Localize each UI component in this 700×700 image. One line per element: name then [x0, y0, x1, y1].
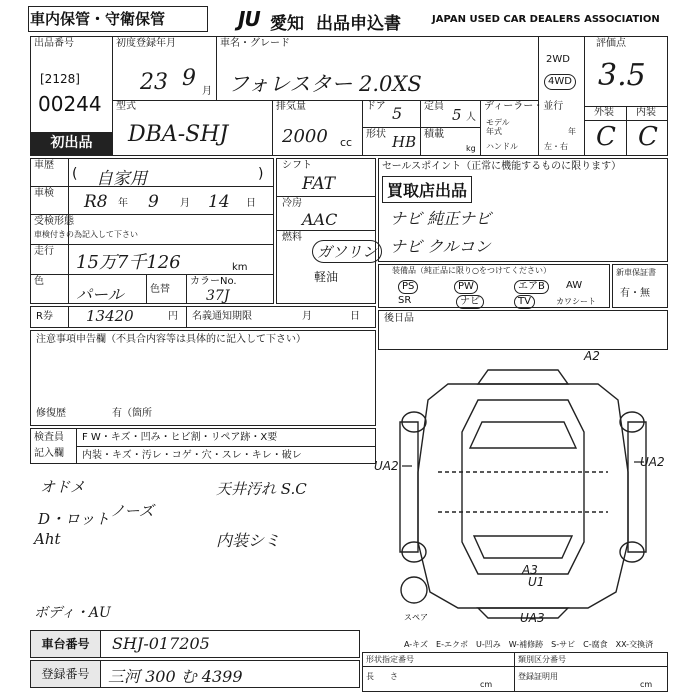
trim-label: カラーNo. — [190, 276, 237, 287]
year-label: 年式 — [486, 127, 502, 136]
storage-box — [28, 6, 208, 32]
first-reg-label: 初度登録年月 — [116, 38, 176, 49]
handwritten-note-2: D・ロット — [38, 510, 110, 528]
capacity-unit: 人 — [466, 112, 476, 123]
notes-label: 注意事項申告欄（不具合内容等は具体的に記入して下さい） — [36, 334, 306, 345]
mileage-unit: km — [232, 262, 248, 273]
equip-ps: PS — [398, 280, 418, 294]
codes-row-1: F W・キズ・凹み・ヒビ割・リペア跡・X要 — [82, 432, 278, 443]
shape-label: 形状 — [366, 129, 386, 140]
first-reg-month-unit: 月 — [202, 86, 212, 97]
lot-code: [2128] — [40, 72, 80, 86]
damage-legend: A-キズ E-エクボ U-凹み W-補修跡 S-サビ C-腐食 XX-交換済 — [404, 640, 654, 649]
mileage-label: 走行 — [34, 246, 54, 257]
inspection-form-note: 車検付きの為記入して下さい — [34, 230, 138, 239]
inspector-label-2: 記入欄 — [34, 448, 64, 459]
repair-value: 有（箇所 — [112, 408, 152, 419]
color-change-label: 色替 — [150, 284, 170, 295]
repair-label: 修復歴 — [36, 408, 66, 419]
inspection-month: 9 — [148, 192, 159, 212]
sales-points-badge: 買取店出品 — [382, 176, 472, 203]
color-label: 色 — [34, 276, 44, 287]
capacity-label: 定員 — [424, 101, 444, 112]
sales-point-item-2: ナビ クルコン — [390, 237, 491, 256]
trim-value: 37J — [206, 288, 230, 304]
usage-value: 自家用 — [96, 169, 147, 189]
inspection-month-unit: 月 — [180, 198, 190, 209]
tax-day: 日 — [350, 311, 360, 322]
equip-airbag: エアB — [514, 280, 549, 294]
inspection-era: R8 — [84, 192, 108, 212]
four-wd-label: 4WD — [544, 74, 576, 90]
warranty-label: 新車保証書 — [616, 268, 656, 277]
after-items-label: 後日品 — [384, 313, 414, 324]
fuel-diesel: 軽油 — [314, 270, 339, 284]
dealer-label: ディーラー・並行 — [484, 101, 564, 112]
damage-mark-left: UA2 — [374, 459, 399, 473]
chassis-label: 車台番号 — [31, 631, 100, 657]
inspection-day: 14 — [208, 192, 230, 212]
ju-logo: JU — [238, 7, 260, 31]
association-name: JAPAN USED CAR DEALERS ASSOCIATION — [432, 14, 660, 25]
model-value: DBA-SHJ — [128, 122, 229, 147]
tax-deadline-label: 名義通知期限 — [192, 311, 252, 322]
logo-text: 愛知 — [270, 14, 304, 34]
exterior-label: 外装 — [594, 107, 614, 118]
sales-points-label: セールスポイント（正常に機能するものに限ります） — [382, 161, 622, 172]
doors-value: 5 — [392, 104, 403, 123]
sales-point-item-1: ナビ 純正ナビ — [390, 209, 492, 228]
handle-label: ハンドル — [486, 142, 518, 151]
plate-value: 三河 300 む 4399 — [108, 667, 243, 686]
class-number-label: 類別区分番号 — [518, 655, 566, 664]
damage-mark-rear-bumper: UA3 — [520, 611, 545, 625]
interior-value: C — [638, 122, 658, 152]
color-value: パール — [76, 285, 124, 304]
handwritten-note-6: 天井汚れ S.C — [216, 480, 307, 498]
shape-spec-label: 形状指定番号 — [366, 655, 414, 664]
lot-number-label: 出品番号 — [34, 38, 74, 49]
length-unit: cm — [480, 680, 493, 689]
mileage-value: 15万7千126 — [76, 252, 181, 273]
grade-value: 3.5 — [598, 58, 646, 93]
handwritten-note-4: Aht — [34, 530, 61, 548]
grade-label: 評価点 — [596, 38, 626, 49]
shift-value: FAT — [302, 174, 336, 194]
shape-value: HB — [392, 133, 417, 151]
first-listing-badge: 初出品 — [31, 132, 112, 155]
after-items-box — [378, 310, 668, 350]
equip-sr: SR — [398, 295, 412, 306]
storage-label: 車内保管・守衛保管 — [30, 10, 166, 28]
two-wd-label: 2WD — [546, 54, 570, 65]
tax-month: 月 — [302, 311, 312, 322]
first-reg-year: 23 — [140, 70, 168, 95]
equip-tv: TV — [514, 295, 535, 309]
model-year-label: モデル — [486, 118, 510, 127]
ac-value: AAC — [302, 210, 338, 229]
damage-mark-right: UA2 — [640, 455, 665, 469]
chassis-value: SHJ-017205 — [112, 634, 210, 653]
equip-leather: カワシート — [556, 297, 596, 306]
shift-label: シフト — [282, 160, 312, 171]
first-reg-month: 9 — [182, 66, 196, 91]
equip-aw: AW — [566, 280, 583, 291]
recycle-label: R券 — [36, 311, 53, 322]
spare-label: スペア — [404, 613, 428, 622]
lot-number: 00244 — [38, 92, 102, 116]
equipment-label: 装備品（純正品に限り○をつけてください） — [392, 266, 551, 275]
handwritten-note-3: ノーズ — [110, 502, 154, 520]
handle-lr: 左・右 — [544, 142, 568, 151]
recycle-unit: 円 — [168, 311, 178, 322]
damage-mark-rear-2: U1 — [528, 575, 545, 589]
damage-mark-rear-1: A3 — [522, 563, 538, 577]
equip-navi: ナビ — [456, 295, 484, 309]
damage-mark-front: A2 — [584, 349, 600, 363]
cert-unit: cm — [640, 680, 653, 689]
load-label: 積載 — [424, 129, 444, 140]
warranty-options: 有・無 — [620, 288, 650, 299]
handwritten-note-1: オドメ — [40, 478, 85, 496]
plate-label: 登録番号 — [31, 661, 100, 687]
usage-paren-close: ) — [258, 166, 264, 182]
codes-row-2: 内装・キズ・汚レ・コゲ・穴・スレ・キレ・破レ — [82, 450, 302, 461]
usage-label: 車歴 — [34, 160, 54, 171]
displacement-unit: cc — [340, 136, 353, 149]
model-label: 型式 — [116, 101, 136, 112]
car-name-label: 車名・グレード — [220, 38, 290, 49]
fuel-value: ガソリン — [312, 240, 382, 263]
usage-paren-open: ( — [72, 166, 78, 182]
inspection-day-unit: 日 — [246, 198, 256, 209]
handwritten-note-7: ボディ・AU — [34, 605, 111, 621]
handwritten-note-5: 内装シミ — [216, 531, 281, 550]
displacement-label: 排気量 — [276, 101, 306, 112]
doors-label: ドア — [366, 101, 386, 112]
displacement-value: 2000 — [282, 126, 328, 147]
inspection-form-label: 受検形態 — [34, 216, 74, 227]
recycle-value: 13420 — [86, 307, 134, 325]
ac-label: 冷房 — [282, 198, 302, 209]
inspection-label: 車検 — [34, 188, 54, 199]
length-label: 長 さ — [366, 672, 398, 681]
exterior-value: C — [596, 122, 616, 152]
load-unit: kg — [466, 144, 476, 153]
car-name-value: フォレスター 2.0XS — [228, 72, 422, 96]
form-title: 出品申込書 — [316, 14, 401, 34]
capacity-value: 5 — [452, 106, 462, 124]
cert-label: 登録証明用 — [518, 672, 558, 681]
car-damage-diagram — [374, 349, 668, 625]
fuel-label: 燃料 — [282, 232, 302, 243]
inspection-year-unit: 年 — [118, 198, 128, 209]
year-unit: 年 — [568, 127, 576, 136]
equip-pw: PW — [454, 280, 478, 294]
inspector-label: 検査員 — [34, 432, 64, 443]
interior-label: 内装 — [636, 107, 656, 118]
